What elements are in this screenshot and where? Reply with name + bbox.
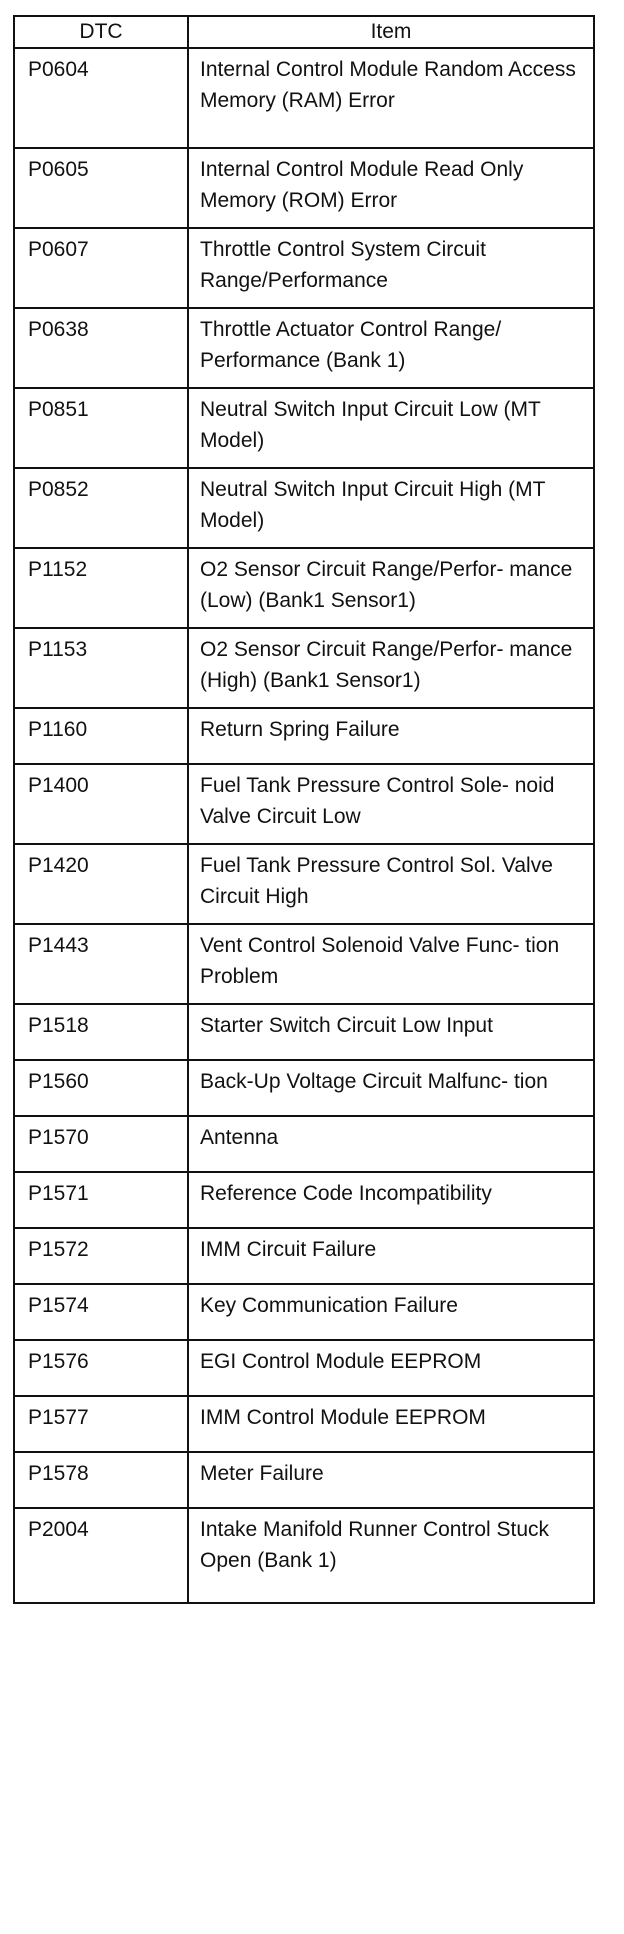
table-row <box>14 1452 594 1508</box>
dtc-item-cell: IMM Control Module EEPROM <box>188 1396 594 1452</box>
dtc-code-cell: P1576 <box>14 1340 188 1396</box>
dtc-code-cell: P1578 <box>14 1452 188 1508</box>
dtc-item-cell: Antenna <box>188 1116 594 1172</box>
header-item: Item <box>188 16 594 48</box>
table-row <box>14 308 594 388</box>
table-row <box>14 1340 594 1396</box>
dtc-table <box>13 15 595 1604</box>
dtc-item-cell: Back-Up Voltage Circuit Malfunc- tion <box>188 1060 594 1116</box>
table-row <box>14 1284 594 1340</box>
dtc-code-cell: P1153 <box>14 628 188 708</box>
dtc-item-cell: Internal Control Module Random Access Memory (RAM) Error <box>188 48 594 148</box>
table-body <box>14 48 594 1603</box>
dtc-code-cell: P0607 <box>14 228 188 308</box>
dtc-code-cell: P1400 <box>14 764 188 844</box>
dtc-code-cell: P1160 <box>14 708 188 764</box>
dtc-item-cell: Fuel Tank Pressure Control Sole- noid Valve Circuit Low <box>188 764 594 844</box>
dtc-item-cell: Vent Control Solenoid Valve Func- tion Problem <box>188 924 594 1004</box>
dtc-item-cell: Return Spring Failure <box>188 708 594 764</box>
table-row <box>14 844 594 924</box>
table-row <box>14 388 594 468</box>
dtc-code-cell: P1443 <box>14 924 188 1004</box>
dtc-item-cell: Key Communication Failure <box>188 1284 594 1340</box>
dtc-item-cell: Internal Control Module Read Only Memory (ROM) Error <box>188 148 594 228</box>
dtc-item-cell: Throttle Actuator Control Range/ Performance (Bank 1) <box>188 308 594 388</box>
dtc-code-cell: P1518 <box>14 1004 188 1060</box>
dtc-item-cell: Reference Code Incompatibility <box>188 1172 594 1228</box>
dtc-item-cell: O2 Sensor Circuit Range/Perfor- mance (Low) (Bank1 Sensor1) <box>188 548 594 628</box>
dtc-code-cell: P1574 <box>14 1284 188 1340</box>
table-row <box>14 48 594 148</box>
header-row <box>14 16 594 48</box>
dtc-item-cell: Meter Failure <box>188 1452 594 1508</box>
dtc-item-cell: Starter Switch Circuit Low Input <box>188 1004 594 1060</box>
header-dtc: DTC <box>14 16 188 48</box>
dtc-item-cell: O2 Sensor Circuit Range/Perfor- mance (High) (Bank1 Sensor1) <box>188 628 594 708</box>
table-row <box>14 1172 594 1228</box>
dtc-code-cell: P0852 <box>14 468 188 548</box>
dtc-code-cell: P2004 <box>14 1508 188 1603</box>
dtc-code-cell: P1570 <box>14 1116 188 1172</box>
dtc-code-cell: P1572 <box>14 1228 188 1284</box>
dtc-item-cell: Fuel Tank Pressure Control Sol. Valve Circuit High <box>188 844 594 924</box>
table-row <box>14 708 594 764</box>
dtc-code-cell: P1560 <box>14 1060 188 1116</box>
table-row <box>14 1116 594 1172</box>
dtc-item-cell: Throttle Control System Circuit Range/Performance <box>188 228 594 308</box>
table-row <box>14 148 594 228</box>
dtc-code-cell: P1152 <box>14 548 188 628</box>
dtc-code-cell: P0604 <box>14 48 188 148</box>
table-row <box>14 1004 594 1060</box>
table-row <box>14 628 594 708</box>
dtc-item-cell: IMM Circuit Failure <box>188 1228 594 1284</box>
table-row <box>14 1228 594 1284</box>
dtc-item-cell: Intake Manifold Runner Control Stuck Open (Bank 1) <box>188 1508 594 1603</box>
dtc-item-cell: EGI Control Module EEPROM <box>188 1340 594 1396</box>
dtc-code-cell: P1571 <box>14 1172 188 1228</box>
table-row <box>14 924 594 1004</box>
dtc-item-cell: Neutral Switch Input Circuit High (MT Model) <box>188 468 594 548</box>
table-row <box>14 228 594 308</box>
table-row <box>14 468 594 548</box>
table-row <box>14 1396 594 1452</box>
dtc-code-cell: P1577 <box>14 1396 188 1452</box>
table-row <box>14 1060 594 1116</box>
dtc-code-cell: P1420 <box>14 844 188 924</box>
dtc-code-cell: P0851 <box>14 388 188 468</box>
table-row <box>14 764 594 844</box>
table-row <box>14 1508 594 1603</box>
dtc-item-cell: Neutral Switch Input Circuit Low (MT Model) <box>188 388 594 468</box>
table-row <box>14 548 594 628</box>
dtc-code-cell: P0605 <box>14 148 188 228</box>
dtc-code-cell: P0638 <box>14 308 188 388</box>
